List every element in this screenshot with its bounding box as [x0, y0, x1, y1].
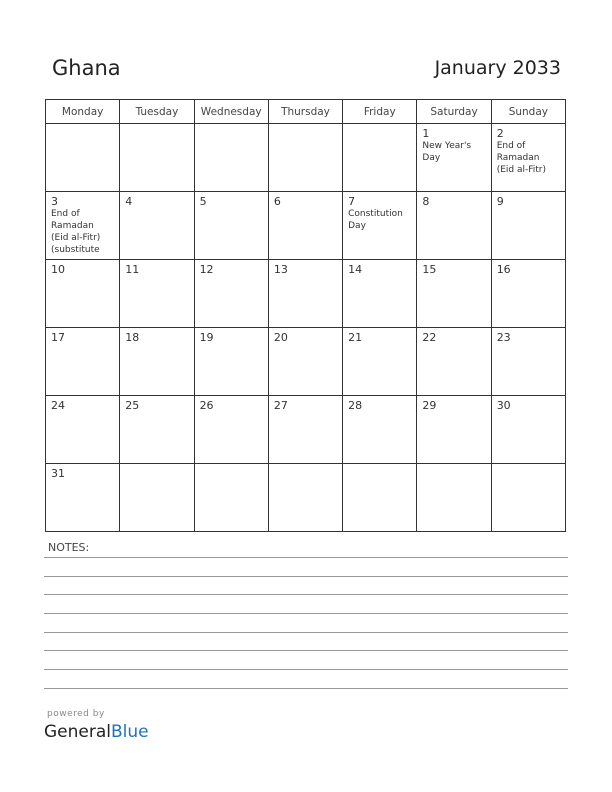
holiday-text: New Year's	[422, 141, 472, 151]
holiday-text: Constitution	[348, 209, 403, 219]
day-cell-content	[422, 263, 486, 324]
day-number: 15	[422, 263, 437, 276]
day-number: 25	[125, 399, 140, 412]
day-number: 2	[496, 127, 504, 140]
day-cell	[268, 396, 342, 464]
day-number: 31	[51, 467, 65, 480]
day-cell-content	[274, 195, 338, 256]
day-cell-content	[497, 399, 561, 460]
day-cell-content	[200, 127, 264, 188]
empty-day-cell	[268, 124, 342, 192]
day-cell	[417, 328, 491, 396]
weekday-header-row	[46, 100, 566, 124]
empty-day-cell	[194, 464, 268, 532]
day-cell	[194, 192, 268, 260]
holiday-text: Day	[422, 153, 441, 163]
day-cell-content	[422, 399, 486, 460]
day-number: 19	[199, 331, 214, 344]
brand-logo[interactable]	[44, 722, 149, 742]
day-cell-content	[125, 263, 189, 324]
brand-name-blue: Blue	[111, 722, 149, 742]
day-number: 14	[348, 263, 363, 276]
day-number: 28	[348, 399, 363, 412]
brand-name-general: General	[44, 722, 111, 742]
empty-day-cell	[120, 464, 194, 532]
holiday-text: (Eid al-Fitr)	[496, 165, 546, 175]
day-number: 26	[199, 399, 214, 412]
note-line	[44, 650, 568, 651]
day-cell-content	[51, 399, 115, 460]
day-cell	[46, 192, 120, 260]
day-cell	[491, 260, 565, 328]
day-number: 12	[199, 263, 214, 276]
empty-day-cell	[194, 124, 268, 192]
note-line	[44, 669, 568, 670]
note-line	[44, 557, 568, 558]
notes-label: NOTES:	[48, 541, 90, 554]
day-number: 16	[496, 263, 511, 276]
day-cell	[417, 192, 491, 260]
weekday-header: Wednesday	[194, 100, 268, 124]
day-cell-content	[274, 467, 338, 528]
day-number: 22	[422, 331, 437, 344]
day-number: 21	[348, 331, 363, 344]
day-number: 1	[422, 127, 430, 140]
day-cell-content	[125, 467, 189, 528]
day-number: 8	[422, 195, 430, 208]
day-number: 9	[496, 195, 504, 208]
weekday-header: Saturday	[417, 100, 491, 124]
day-cell-content	[348, 467, 412, 528]
day-cell	[268, 260, 342, 328]
day-cell-content	[51, 331, 115, 392]
day-number: 18	[125, 331, 140, 344]
day-cell-content	[200, 467, 264, 528]
day-cell-content	[497, 263, 561, 324]
calendar-week-row	[46, 464, 566, 532]
day-number: 11	[125, 263, 140, 276]
day-number: 3	[51, 195, 58, 208]
day-cell	[491, 396, 565, 464]
day-cell-content	[348, 263, 412, 324]
day-cell	[46, 260, 120, 328]
weekday-header: Thursday	[268, 100, 342, 124]
day-cell	[491, 124, 565, 192]
day-cell-content	[125, 399, 189, 460]
day-cell-content	[497, 331, 561, 392]
day-cell-content	[274, 127, 338, 188]
day-cell	[120, 192, 194, 260]
day-cell	[46, 328, 120, 396]
day-cell-content	[274, 331, 338, 392]
holiday-text: Ramadan	[51, 221, 94, 231]
day-cell-content	[200, 331, 264, 392]
note-line	[44, 576, 568, 577]
day-cell-content	[497, 467, 561, 528]
day-cell-content	[348, 331, 412, 392]
day-cell-content	[348, 127, 412, 188]
day-cell-content	[200, 399, 264, 460]
day-number: 4	[125, 195, 133, 208]
day-cell	[46, 464, 120, 532]
holiday-text: End of	[51, 209, 80, 219]
day-cell-content	[51, 127, 115, 188]
calendar-grid	[45, 99, 566, 532]
day-cell-content	[497, 195, 561, 256]
day-cell	[46, 396, 120, 464]
calendar-week-row	[46, 396, 566, 464]
day-cell-content	[422, 331, 486, 392]
day-number: 10	[51, 263, 65, 276]
day-cell-content	[348, 399, 412, 460]
day-cell-content	[497, 127, 561, 188]
calendar-country-title: Ghana	[52, 56, 121, 80]
empty-day-cell	[343, 124, 417, 192]
holiday-text: End of	[496, 141, 526, 151]
day-cell	[417, 396, 491, 464]
day-cell-content	[125, 195, 189, 256]
calendar-week-row	[46, 260, 566, 328]
empty-day-cell	[46, 124, 120, 192]
holiday-text: (substitute	[51, 245, 100, 255]
day-number: 13	[273, 263, 288, 276]
day-cell	[194, 260, 268, 328]
day-cell	[120, 328, 194, 396]
day-cell	[343, 192, 417, 260]
day-number: 5	[199, 195, 207, 208]
note-line	[44, 632, 568, 633]
day-cell-content	[274, 399, 338, 460]
day-cell-content	[422, 195, 486, 256]
day-cell	[194, 328, 268, 396]
day-cell	[343, 328, 417, 396]
day-cell-content	[348, 195, 412, 256]
day-cell-content	[125, 331, 189, 392]
day-cell-content	[51, 263, 115, 324]
day-cell	[417, 260, 491, 328]
day-cell	[491, 192, 565, 260]
day-cell	[120, 260, 194, 328]
day-cell-content	[125, 127, 189, 188]
day-number: 30	[496, 399, 511, 412]
note-line	[44, 688, 568, 689]
empty-day-cell	[491, 464, 565, 532]
calendar-week-row	[46, 328, 566, 396]
day-cell-content	[422, 127, 486, 188]
day-cell	[120, 396, 194, 464]
holiday-text: (Eid al-Fitr)	[51, 233, 101, 243]
powered-by-text: powered by	[47, 709, 105, 719]
empty-day-cell	[120, 124, 194, 192]
note-line	[44, 594, 568, 595]
day-cell-content	[274, 263, 338, 324]
calendar-week-row	[46, 124, 566, 192]
day-cell-content	[422, 467, 486, 528]
calendar-body	[46, 124, 566, 532]
weekday-header: Tuesday	[120, 100, 194, 124]
day-cell	[417, 124, 491, 192]
day-cell-content	[51, 195, 115, 256]
holiday-text: Ramadan	[496, 153, 540, 163]
day-number: 24	[51, 399, 65, 412]
day-cell	[268, 192, 342, 260]
day-number: 7	[348, 195, 356, 208]
day-number: 20	[273, 331, 288, 344]
day-cell-content	[51, 467, 115, 528]
empty-day-cell	[343, 464, 417, 532]
weekday-header: Sunday	[491, 100, 565, 124]
day-cell-content	[200, 195, 264, 256]
day-cell	[343, 260, 417, 328]
calendar-week-row	[46, 192, 566, 260]
day-number: 6	[273, 195, 281, 208]
empty-day-cell	[417, 464, 491, 532]
day-number: 27	[273, 399, 288, 412]
day-number: 23	[496, 331, 511, 344]
day-cell	[268, 328, 342, 396]
holiday-text: Day	[348, 221, 366, 231]
day-number: 29	[422, 399, 437, 412]
day-cell	[343, 396, 417, 464]
weekday-header: Friday	[343, 100, 417, 124]
day-number: 17	[51, 331, 65, 344]
note-line	[44, 613, 568, 614]
empty-day-cell	[268, 464, 342, 532]
calendar-month-title: January 2033	[434, 57, 561, 79]
day-cell	[194, 396, 268, 464]
day-cell-content	[200, 263, 264, 324]
day-cell	[491, 328, 565, 396]
weekday-header: Monday	[46, 100, 120, 124]
